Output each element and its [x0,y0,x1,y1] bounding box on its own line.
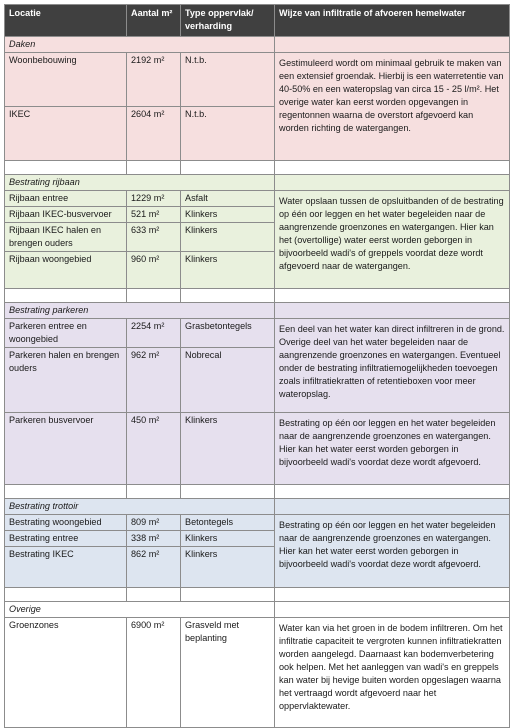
cell-type: Klinkers [181,223,275,252]
spacer-row [5,161,510,175]
cell-aantal: 2192 m² [127,53,181,107]
cell-aantal: 2254 m² [127,319,181,348]
cell-type: Klinkers [181,207,275,223]
cell-type: Klinkers [181,252,275,289]
cell-locatie: Bestrating entree [5,531,127,547]
category-row-overige [5,602,510,618]
cell-description: Een deel van het water kan direct infiltreren in de grond. Overige deel van het water begeleiden naar de aangrenzende groenzones en watergangen. Eventueel onder de bestrating infiltratiemogelijkheden toevoegen zoals infiltratiekratten of retentieboxen voor meer wateropslag. [275,319,510,413]
cell-locatie: Woonbebouwing [5,53,127,107]
water-infiltration-table [4,4,510,728]
category-label: Daken [5,37,275,53]
cell-aantal: 338 m² [127,531,181,547]
category-label: Overige [5,602,275,618]
cell-type: Grasveld met beplanting [181,618,275,728]
cell-aantal: 633 m² [127,223,181,252]
cell-locatie: Groenzones [5,618,127,728]
cell-type: N.t.b. [181,107,275,161]
cell-type: Grasbetontegels [181,319,275,348]
cell-aantal: 960 m² [127,252,181,289]
cell-aantal: 450 m² [127,413,181,485]
cell-aantal: 809 m² [127,515,181,531]
cell-type: N.t.b. [181,53,275,107]
cell-type: Klinkers [181,413,275,485]
cell-aantal: 862 m² [127,547,181,588]
spacer-row [5,485,510,499]
cell-aantal: 521 m² [127,207,181,223]
cell-aantal: 6900 m² [127,618,181,728]
cell-aantal: 962 m² [127,348,181,413]
cell-aantal: 2604 m² [127,107,181,161]
table-row [5,618,510,728]
cell-aantal: 1229 m² [127,191,181,207]
cell-locatie: Parkeren halen en brengen ouders [5,348,127,413]
cell-type: Betontegels [181,515,275,531]
cell-type: Asfalt [181,191,275,207]
category-row-rijbaan [5,175,510,191]
header-row [5,5,510,37]
cell-type: Klinkers [181,547,275,588]
cell-type: Klinkers [181,531,275,547]
category-label: Bestrating parkeren [5,303,275,319]
table-row [5,319,510,348]
cell-description: Gestimuleerd wordt om minimaal gebruik te maken van een extensief groendak. Hierbij is een waterretentie van 40-50% en een wateropslag van circa 15 - 25 l/m². Het overige water kan eerst worden opgevangen in regentonnen waarna de overstort afgevoerd kan worden richting de watergangen. [275,53,510,161]
table-row [5,413,510,485]
cell-locatie: Bestrating IKEC [5,547,127,588]
cell-locatie: Rijbaan woongebied [5,252,127,289]
table-row [5,53,510,107]
category-row-daken [5,37,510,53]
cell-locatie: IKEC [5,107,127,161]
category-row-trottoir [5,499,510,515]
cell-description: Bestrating op één oor leggen en het water begeleiden naar de aangrenzende groenzones en watergangen. Hier kan het water eerst worden geborgen in bijvoorbeeld wadi's voordat deze wordt afgevoerd. [275,413,510,485]
cell-locatie: Rijbaan entree [5,191,127,207]
spacer-row [5,588,510,602]
cell-description: Water opslaan tussen de opsluitbanden of de bestrating op één oor leggen en het water begeleiden naar de aangrenzende groenzones en watergangen. Hier kan het (overtollige) water eerst worden geborgen in bijvoorbeeld wadi's of greppels voordat deze wordt afgevoerd naar de watergangen. [275,191,510,289]
spacer-row [5,289,510,303]
cell-locatie: Rijbaan IKEC halen en brengen ouders [5,223,127,252]
cell-locatie: Parkeren entree en woongebied [5,319,127,348]
category-row-parkeren [5,303,510,319]
header-wijze: Wijze van infiltratie of afvoeren hemelwater [275,5,510,37]
cell-locatie: Rijbaan IKEC-busvervoer [5,207,127,223]
category-label: Bestrating rijbaan [5,175,275,191]
cell-description: Bestrating op één oor leggen en het water begeleiden naar de aangrenzende groenzones en watergangen. Hier kan het water eerst worden geborgen in bijvoorbeeld wadi's voordat deze wordt afgevoerd. [275,515,510,588]
cell-locatie: Parkeren busvervoer [5,413,127,485]
cell-locatie: Bestrating woongebied [5,515,127,531]
header-locatie: Locatie [5,5,127,37]
cell-description: Water kan via het groen in de bodem infiltreren. Om het infiltratie capaciteit te vergroten kunnen infiltratiekratten worden aangelegd. Daarnaast kan bodemverbetering ook helpen. Met het aanleggen van wadi's en greppels kan water bij hevige buiten worden opgeslagen waarna het vertraagd wordt afgevoerd naar het oppervlaktewater. [275,618,510,728]
category-label: Bestrating trottoir [5,499,275,515]
table-row [5,191,510,207]
header-type: Type oppervlak/ verharding [181,5,275,37]
table-row [5,515,510,531]
header-aantal: Aantal m² [127,5,181,37]
cell-type: Nobrecal [181,348,275,413]
